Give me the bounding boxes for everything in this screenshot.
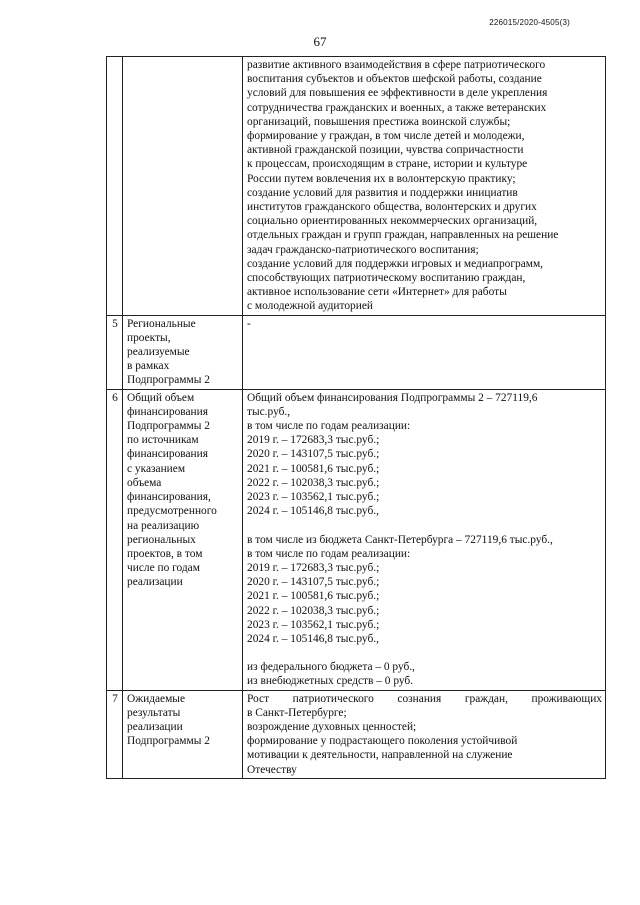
passport-table xyxy=(106,56,606,779)
spb-budget-total: в том числе из бюджета Санкт-Петербурга – 727119,6 тыс.руб., xyxy=(247,533,553,546)
by-years-heading: в том числе по годам реализации: xyxy=(247,420,411,433)
year-amount: 2020 г. – 143107,5 тыс.руб.; xyxy=(247,576,380,589)
label-line: результаты xyxy=(127,706,181,719)
result-text: Рост патриотического сознания граждан, проживающих xyxy=(247,692,602,705)
row-number-cell xyxy=(107,57,123,316)
label-line: реализуемые xyxy=(127,346,190,359)
result-text: Отечеству xyxy=(247,763,297,776)
row-content-cell xyxy=(243,315,606,389)
year-amount: 2023 г. – 103562,1 тыс.руб.; xyxy=(247,491,380,504)
year-amount: 2022 г. – 102038,3 тыс.руб.; xyxy=(247,604,380,617)
row-content-cell xyxy=(243,690,606,778)
year-amount: 2021 г. – 100581,6 тыс.руб.; xyxy=(247,590,380,603)
federal-budget: из федерального бюджета – 0 руб., xyxy=(247,661,416,674)
by-years-heading: в том числе по годам реализации: xyxy=(247,547,411,560)
label-line: Подпрограммы 2 xyxy=(127,735,210,748)
year-amount: 2019 г. – 172683,3 тыс.руб.; xyxy=(247,434,380,447)
content-line: активной гражданской позиции, чувства сопричастности xyxy=(247,144,524,157)
content-text: - xyxy=(247,317,251,330)
result-text: мотивации к деятельности, направленной на служение xyxy=(247,749,513,762)
label-line: финансирования, xyxy=(127,491,211,504)
row-label-cell xyxy=(123,315,243,389)
row-label-cell xyxy=(123,389,243,690)
row-number-cell: 6 xyxy=(107,389,123,690)
result-text: возрождение духовных ценностей; xyxy=(247,720,417,733)
content-line: России путем вовлечения их в волонтерскую практику; xyxy=(247,172,516,185)
content-line: способствующих патриотическому воспитанию граждан, xyxy=(247,272,526,285)
table-row xyxy=(107,315,606,389)
content-line: социально ориентированных некоммерческих организаций, xyxy=(247,215,538,228)
content-line: создание условий для развития и поддержки инициатив xyxy=(247,186,518,199)
label-line: объема xyxy=(127,476,162,489)
content-line: развитие активного взаимодействия в сфере патриотического xyxy=(247,59,546,71)
label-line: финансирования xyxy=(127,405,208,418)
label-line: проектов, в том xyxy=(127,547,203,560)
label-line: реализации xyxy=(127,576,183,589)
content-line: к процессам, происходящим в стране, истории и культуре xyxy=(247,158,528,171)
year-amount: 2022 г. – 102038,3 тыс.руб.; xyxy=(247,476,380,489)
table-row xyxy=(107,690,606,778)
content-line: активное использование сети «Интернет» для работы xyxy=(247,286,507,299)
row-label-cell xyxy=(123,690,243,778)
content-line: сотрудничества гражданских и военных, а также ветеранских xyxy=(247,101,547,114)
row-number-cell: 5 xyxy=(107,315,123,389)
document-id: 226015/2020-4505(3) xyxy=(489,18,570,27)
label-line: Ожидаемые xyxy=(127,692,186,705)
year-amount: 2020 г. – 143107,5 тыс.руб.; xyxy=(247,448,380,461)
result-text: в Санкт-Петербурге; xyxy=(247,706,347,719)
result-text: формирование у подрастающего поколения устойчивой xyxy=(247,735,518,748)
content-line: отдельных граждан и групп граждан, направленных на решение xyxy=(247,229,559,242)
label-line: в рамках xyxy=(127,360,170,373)
label-line: Общий объем xyxy=(127,391,195,404)
extrabudgetary-funds: из внебюджетных средств – 0 руб. xyxy=(247,675,414,688)
label-line: с указанием xyxy=(127,462,186,475)
row-number-cell: 7 xyxy=(107,690,123,778)
content-line: условий для повышения ее эффективности в деле укрепления xyxy=(247,87,548,100)
row-content-cell xyxy=(243,57,606,316)
label-line: реализации xyxy=(127,720,183,733)
years-list xyxy=(247,433,602,518)
table-row xyxy=(107,389,606,690)
content-line: институтов гражданского общества, волонтерских и других xyxy=(247,201,537,214)
content-line: формирование у граждан, в том числе детей и молодежи, xyxy=(247,130,525,143)
label-line: финансирования xyxy=(127,448,208,461)
content-line: создание условий для поддержки игровых и медиапрограмм, xyxy=(247,257,544,270)
label-line: числе по годам xyxy=(127,562,200,575)
label-line: на реализацию xyxy=(127,519,200,532)
row-content-cell xyxy=(243,389,606,690)
content-line: с молодежной аудиторией xyxy=(247,300,373,313)
years-list xyxy=(247,561,602,646)
label-line: региональных xyxy=(127,533,196,546)
label-line: Региональные xyxy=(127,317,196,330)
content-line: организаций, повышения престижа воинской службы; xyxy=(247,115,511,128)
content-line: воспитания субъектов и объектов шефской работы, создание xyxy=(247,73,542,86)
row-label-cell xyxy=(123,57,243,316)
year-amount: 2024 г. – 105146,8 тыс.руб., xyxy=(247,632,379,645)
table-row xyxy=(107,57,606,316)
financing-total-unit: тыс.руб., xyxy=(247,405,291,418)
label-line: по источникам xyxy=(127,434,199,447)
page-number: 67 xyxy=(313,34,327,49)
label-line: предусмотренного xyxy=(127,505,217,518)
label-line: проекты, xyxy=(127,331,171,344)
content-line: задач гражданско-патриотического воспитания; xyxy=(247,243,479,256)
label-line: Подпрограммы 2 xyxy=(127,374,210,387)
year-amount: 2019 г. – 172683,3 тыс.руб.; xyxy=(247,561,380,574)
financing-total: Общий объем финансирования Подпрограммы 2 – 727119,6 xyxy=(247,391,538,404)
year-amount: 2023 г. – 103562,1 тыс.руб.; xyxy=(247,618,380,631)
year-amount: 2021 г. – 100581,6 тыс.руб.; xyxy=(247,462,380,475)
year-amount: 2024 г. – 105146,8 тыс.руб., xyxy=(247,505,379,518)
label-line: Подпрограммы 2 xyxy=(127,420,210,433)
